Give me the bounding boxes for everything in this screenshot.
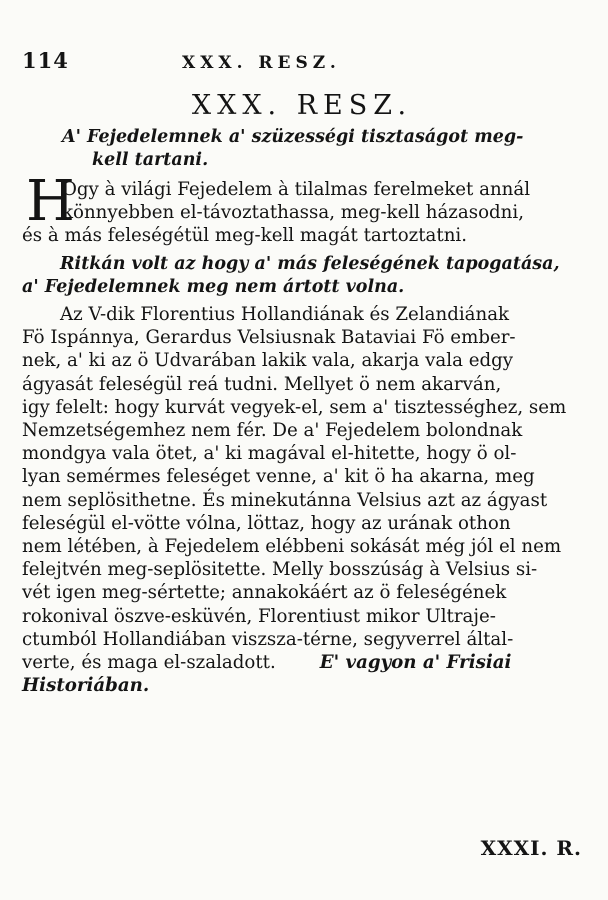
source-note: E' vagyon a' Frisiai [319, 652, 512, 674]
main-paragraph [22, 303, 582, 697]
paragraph-line: Fö Ispánnya, Gerardus Velsiusnak Bataviai Fö ember- [22, 327, 516, 349]
paragraph-line: könnyebben el-távoztathassa, meg-kell házasodni, [62, 202, 524, 223]
book-page [22, 48, 582, 697]
paragraph-line-text: verte, és maga el-szaladott. [22, 652, 276, 674]
paragraph-line: igy felelt: hogy kurvát vegyek-el, sem a' tisztességhez, sem [22, 396, 567, 418]
paragraph-line: vét igen meg-sértette; annakokáért az ö feleségének [22, 582, 507, 604]
italic-line: a' Fejedelemnek meg nem ártott volna. [22, 277, 405, 297]
paragraph-line: nem létében, à Fejedelem elébbeni sokását még jól el nem [22, 536, 562, 558]
paragraph-line: mondgya vala ötet, a' ki magával el-hitette, hogy ö ol- [22, 443, 517, 465]
paragraph-line: ágyasát feleségül reá tudni. Mellyet ö nem akarván, [22, 373, 502, 395]
paragraph-line: lyan semérmes feleséget venne, a' kit ö ha akarna, meg [22, 466, 535, 488]
chapter-title: XXX. RESZ. [191, 90, 413, 121]
running-title: XXX. RESZ. [182, 53, 341, 73]
italic-summary [22, 253, 582, 299]
drop-cap: H [26, 169, 75, 234]
paragraph-line: rokonival öszve-esküvén, Florentiust mikor Ultraje- [22, 605, 496, 627]
running-head [22, 48, 582, 82]
paragraph-line: nek, a' ki az ö Udvarában lakik vala, akarja vala edgy [22, 350, 514, 372]
intro-paragraph [22, 169, 582, 247]
paragraph-line: nem seplösithetne. És minekutánna Velsius azt az ágyast [22, 489, 548, 511]
paragraph-line: Az V-dik Florentius Hollandiának és Zelandiának [60, 304, 510, 325]
chapter-subtitle [22, 126, 582, 172]
chapter-subtitle-line: A' Fejedelemnek a' szüzességi tisztaságot meg- [62, 127, 524, 147]
paragraph-line: feleségül el-vötte vólna, löttaz, hogy az urának othon [22, 512, 511, 534]
paragraph-line: és à más feleségétül meg-kell magát tartoztatni. [22, 225, 468, 246]
catchword: XXXI. R. [480, 836, 582, 860]
page-number: 114 [22, 48, 69, 73]
paragraph-line: ctumból Hollandiában viszsza-térne, segyverrel által- [22, 628, 514, 650]
paragraph-line: Ogy à világi Fejedelem à tilalmas ferelmeket annál [62, 179, 531, 200]
italic-line: Ritkán volt az hogy a' más feleségének tapogatása, [60, 254, 560, 274]
paragraph-line: felejtvén meg-seplösitette. Melly bosszúság à Velsius si- [22, 559, 538, 581]
chapter-subtitle-line: kell tartani. [92, 150, 209, 170]
paragraph-line: Nemzetségemhez nem fér. De a' Fejedelem bolondnak [22, 420, 523, 442]
source-note-continued: Historiában. [22, 675, 150, 697]
paragraph-line [22, 651, 582, 674]
